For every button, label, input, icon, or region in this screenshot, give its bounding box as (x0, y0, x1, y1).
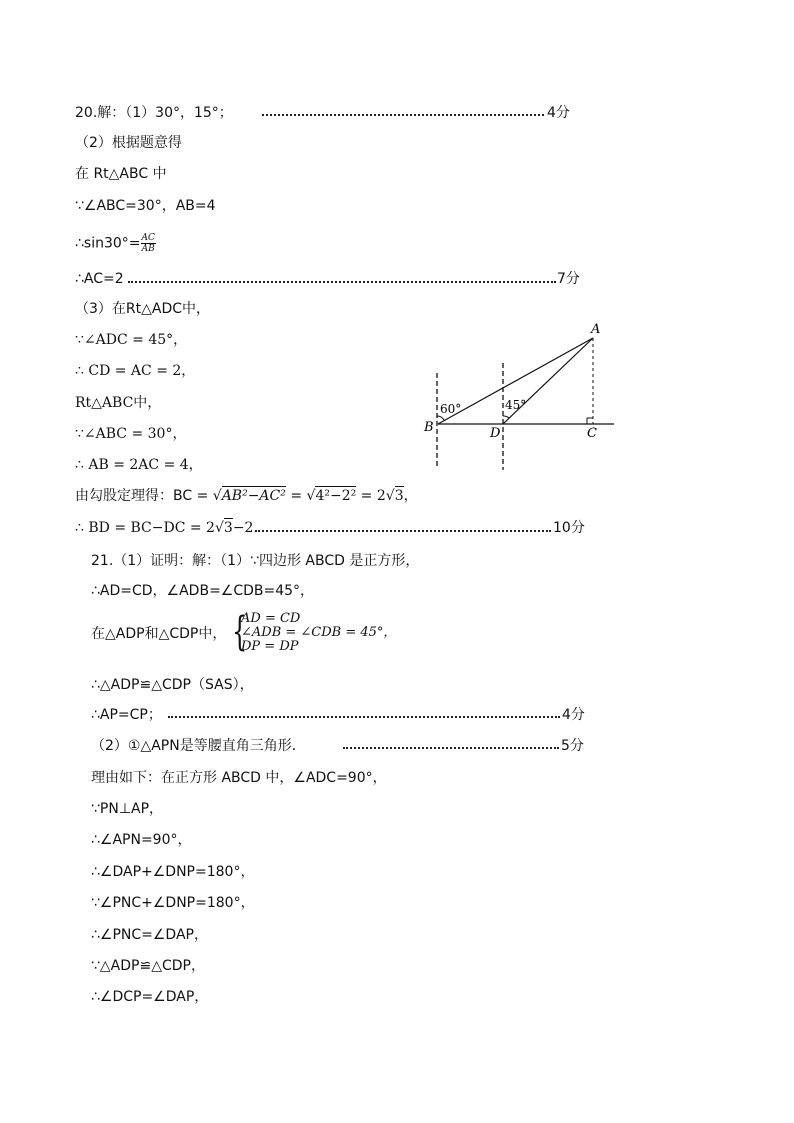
angle-arc-d (503, 416, 509, 418)
right-angle-mark (587, 418, 593, 424)
q20-line: ∵∠ABC=30°，AB=4 (75, 198, 216, 214)
label-a: A (591, 322, 601, 337)
radical-sign: √ (214, 520, 224, 536)
label-b: B (424, 420, 434, 435)
q21-line: ∵△ADP≌△CDP， (91, 958, 205, 974)
angle-label-b: 60° (440, 402, 462, 416)
text: = (285, 488, 307, 504)
angle-arc-b (437, 416, 444, 420)
score-label: 4分 (547, 105, 570, 121)
radicand: 3 (223, 520, 233, 536)
score-label: 7分 (557, 271, 580, 287)
leader-dots (343, 747, 559, 749)
leader-dots (128, 281, 556, 283)
q21-line: ∴∠APN=90°， (91, 832, 192, 848)
score-label: 10分 (553, 520, 585, 536)
q21-line: ∴AD=CD，∠ADB=∠CDB=45°， (91, 583, 315, 599)
q21-line: ∵∠PNC+∠DNP=180°， (91, 895, 255, 911)
q21-line: ∵PN⊥AP， (91, 801, 164, 817)
system-eq-2: ∠ADB = ∠CDB = 45°， (241, 625, 397, 640)
sin-prefix: ∴sin30°= (75, 235, 141, 252)
radical-sign: √ (212, 488, 222, 504)
leader-dots (262, 114, 544, 116)
label-c: C (587, 426, 597, 441)
q20-part3-title: （3）在Rt△ADC中， (75, 301, 211, 317)
q21-line: 理由如下：在正方形 ABCD 中，∠ADC=90°， (91, 770, 387, 786)
text: = 2 (356, 488, 386, 504)
left-brace: { (232, 609, 248, 655)
system-eq-1: AD = CD (241, 611, 301, 626)
q21-line: ∴△ADP≌△CDP（SAS）， (91, 677, 254, 693)
leader-dots (255, 530, 551, 532)
fraction (141, 233, 156, 254)
system-eq-3: DP = DP (241, 639, 299, 654)
q21-line: （2）①△APN是等腰直角三角形． (91, 738, 306, 754)
q20-header: 20.解：（1）30°，15°； (75, 105, 233, 121)
q20-line: ∴ AB = 2AC = 4， (75, 457, 203, 473)
score-label: 4分 (562, 707, 585, 723)
radicand: 3 (394, 488, 404, 504)
fraction-denominator: AB (141, 244, 155, 254)
radicand: 4²−2² (315, 488, 357, 504)
text: ∴ BD = BC−DC = 2 (75, 520, 215, 536)
q20-line: ∵∠ABC = 30°， (75, 426, 187, 442)
angle-label-d: 45° (505, 398, 527, 412)
label-d: D (490, 426, 501, 441)
radical-sign: √ (385, 488, 395, 504)
q21-line: ∴AP=CP； (91, 707, 162, 723)
q21-line: ∴∠DCP=∠DAP， (91, 989, 209, 1005)
fraction-numerator: AC (141, 233, 155, 243)
q20-sin-line (75, 233, 156, 254)
q21-line: 在△ADP和△CDP中， (91, 626, 227, 642)
q21-line: ∴∠DAP+∠DNP=180°， (91, 864, 255, 880)
q20-line: ∴AC=2 (75, 271, 124, 287)
radical-sign: √ (306, 488, 316, 504)
triangle-figure (410, 315, 630, 475)
q20-line: 在 Rt△ABC 中 (75, 166, 167, 182)
q20-line: ∴ CD = AC = 2， (75, 363, 196, 379)
text: 由勾股定理得：BC = (75, 488, 213, 504)
text: ， (403, 488, 418, 504)
q21-line: ∴∠PNC=∠DAP， (91, 927, 208, 943)
score-label: 5分 (561, 738, 584, 754)
text: −2． (232, 520, 268, 536)
q20-bd-line (75, 519, 267, 537)
q21-line: 21.（1）证明：解：（1）∵四边形 ABCD 是正方形， (91, 553, 420, 569)
q20-pythagoras-line (75, 487, 418, 505)
q20-line: Rt△ABC中， (75, 395, 162, 411)
radicand: AB²−AC² (221, 488, 286, 504)
q20-line: ∵∠ADC = 45°， (75, 332, 188, 348)
q20-part2-title: （2）根据题意得 (75, 135, 182, 151)
leader-dots (168, 716, 560, 718)
